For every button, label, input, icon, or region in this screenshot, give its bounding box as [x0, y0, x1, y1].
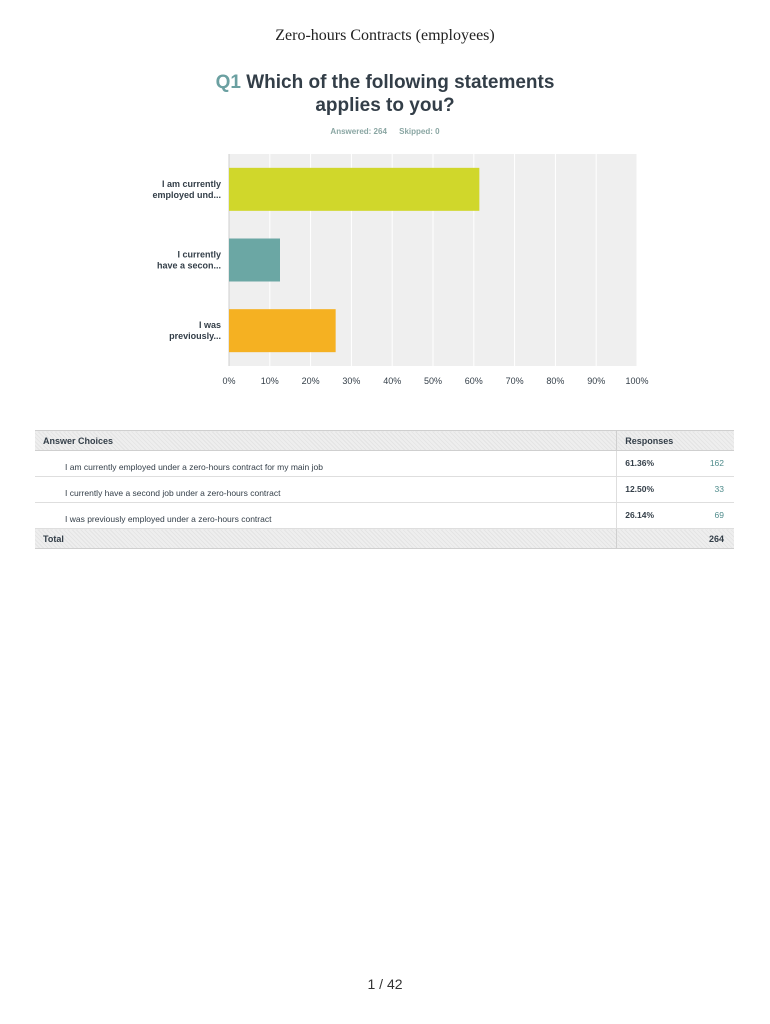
answered-count: Answered: 264: [330, 127, 387, 136]
response-percent: 26.14%: [617, 503, 686, 529]
document-header: Zero-hours Contracts (employees): [275, 27, 495, 44]
table-row: [35, 477, 734, 503]
total-value: 264: [617, 529, 734, 549]
choice-label: I currently have a second job under a zero-hours contract: [35, 477, 617, 503]
bar: [229, 309, 336, 352]
response-count: 69: [685, 503, 734, 529]
bar: [229, 239, 280, 282]
x-tick-label: 90%: [587, 376, 606, 386]
x-tick-label: 80%: [546, 376, 565, 386]
responses-header: Responses: [617, 431, 734, 451]
table-row: [35, 451, 734, 477]
response-count: 33: [685, 477, 734, 503]
category-label: previously...: [169, 331, 221, 342]
response-percent: 61.36%: [617, 451, 686, 477]
bar: [229, 168, 479, 211]
x-tick-label: 40%: [383, 376, 402, 386]
question-text: Which of the following statements applies to you?: [246, 72, 555, 116]
question-number: Q1: [215, 72, 241, 93]
x-tick-label: 30%: [342, 376, 361, 386]
category-label: employed und...: [152, 189, 221, 200]
category-label: have a secon...: [156, 260, 221, 271]
response-percent: 12.50%: [617, 477, 686, 503]
category-label: I am currently: [161, 178, 221, 189]
category-label: I was: [198, 320, 221, 331]
bar-chart: [0, 0, 770, 400]
x-tick-label: 10%: [260, 376, 279, 386]
x-tick-label: 60%: [464, 376, 483, 386]
choice-label: I am currently employed under a zero-hours contract for my main job: [35, 451, 617, 477]
x-tick-label: 50%: [423, 376, 443, 386]
table-header-row: [35, 431, 734, 451]
category-label: I currently: [177, 249, 221, 260]
table-row: [35, 503, 734, 529]
x-tick-label: 70%: [505, 376, 524, 386]
skipped-count: Skipped: 0: [399, 127, 440, 136]
x-tick-label: 20%: [301, 376, 320, 386]
response-count: 162: [685, 451, 734, 477]
choice-label: I was previously employed under a zero-hours contract: [35, 503, 617, 529]
responses-table: [35, 430, 734, 549]
total-label: Total: [35, 529, 617, 549]
x-tick-label: 0%: [222, 376, 236, 386]
table-total-row: [35, 529, 734, 549]
x-tick-label: 100%: [625, 376, 649, 386]
answer-choices-header: Answer Choices: [35, 431, 617, 451]
page-number: 1 / 42: [367, 976, 403, 992]
